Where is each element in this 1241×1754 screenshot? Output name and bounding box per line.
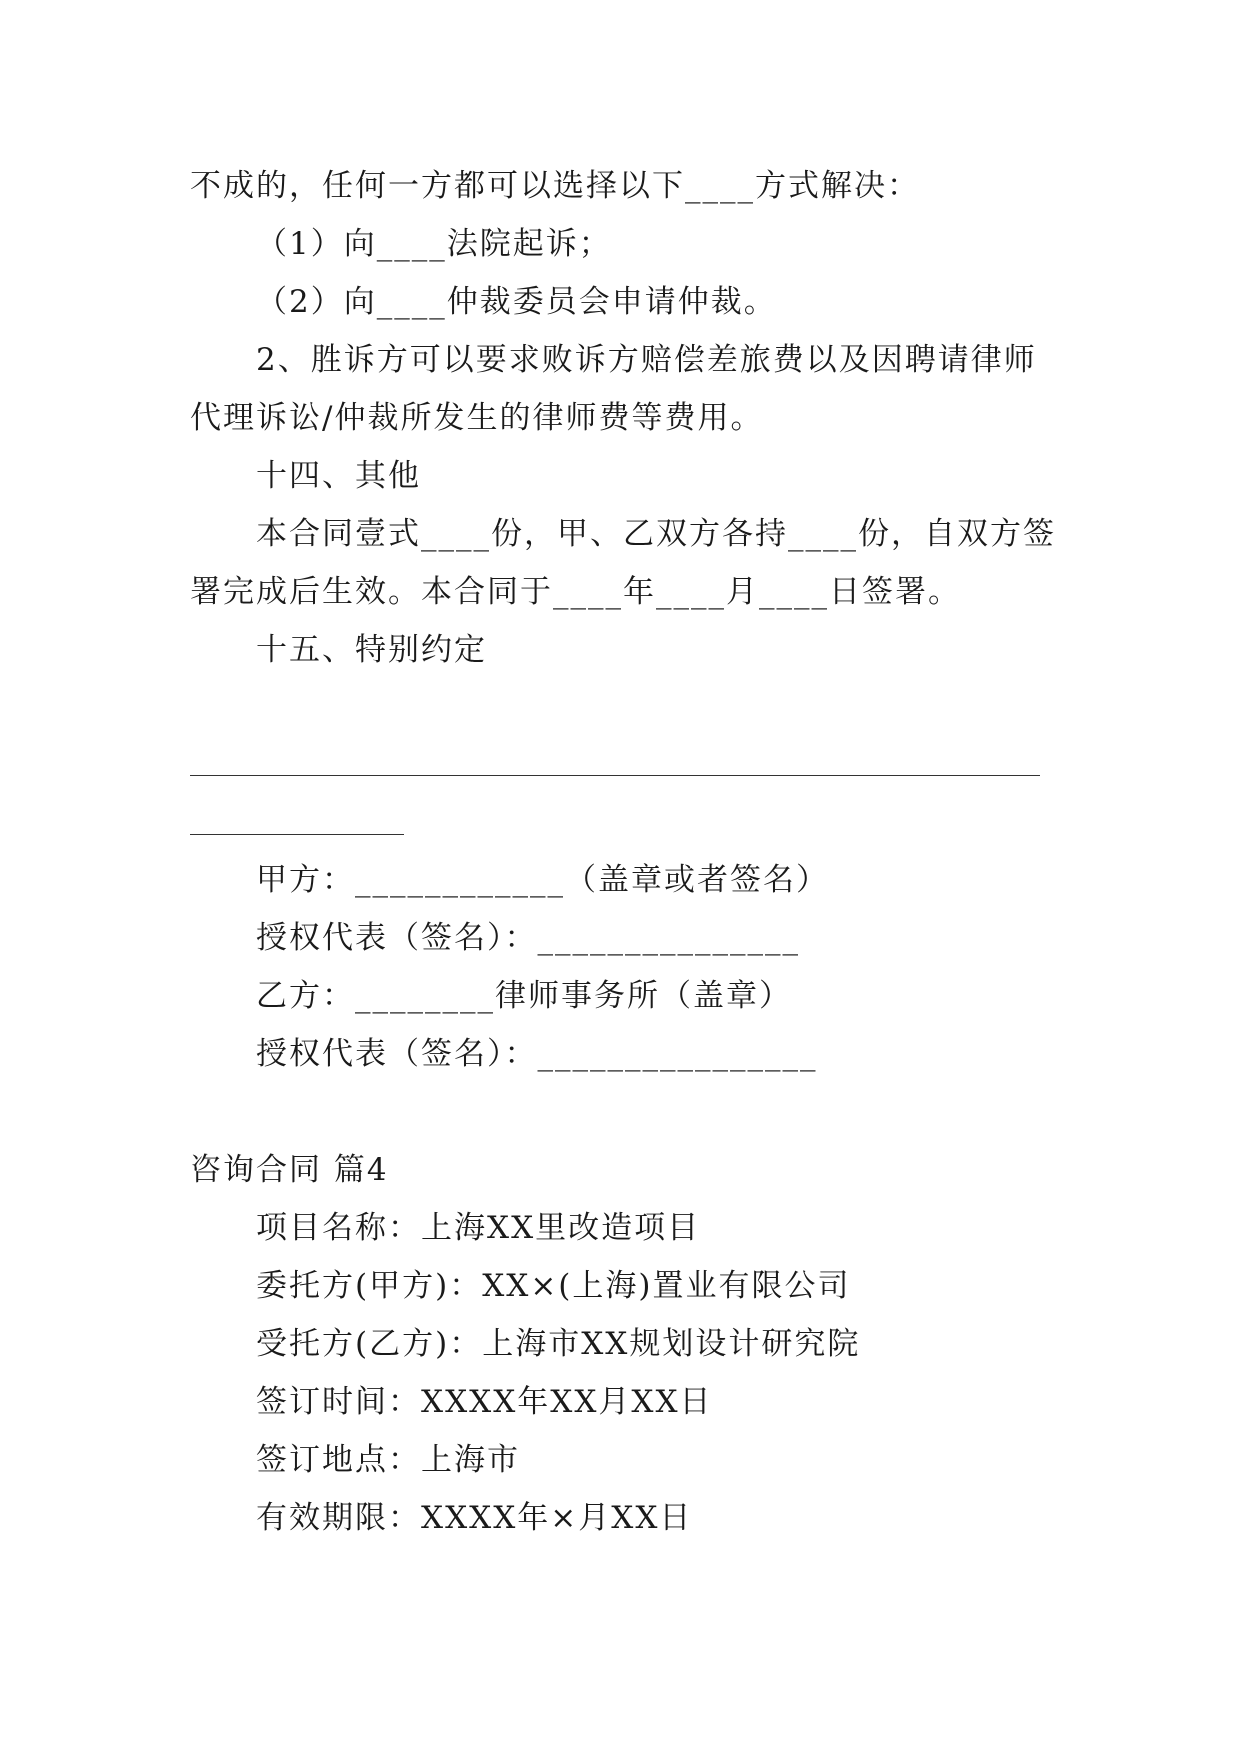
section-heading-other: 十四、其他 [256,458,421,494]
option-arbitration: （2）向____仲裁委员会申请仲裁。 [256,284,777,320]
client-party: 委托方(甲方)：XX×(上海)置业有限公司 [256,1268,851,1304]
contractor-party: 受托方(乙方)：上海市XX规划设计研究院 [256,1326,861,1362]
sign-time: 签订时间：XXXX年XX月XX日 [256,1384,713,1420]
clause-2-line-2: 代理诉讼/仲裁所发生的律师费等费用。 [190,400,764,436]
section-title: 咨询合同 篇4 [190,1152,389,1188]
party-a-signature: 甲方：____________（盖章或者签名） [256,862,829,898]
validity-period: 有效期限：XXXX年×月XX日 [256,1500,693,1536]
blank-line-long [190,775,1040,776]
paragraph-line: 不成的，任何一方都可以选择以下____方式解决： [190,168,920,204]
party-b-signature: 乙方：________律师事务所（盖章） [256,978,792,1014]
copies-line-1: 本合同壹式____份，甲、乙双方各持____份，自双方签 [256,516,1056,552]
copies-line-2: 署完成后生效。本合同于____年____月____日签署。 [190,574,961,610]
section-heading-special: 十五、特别约定 [256,632,487,668]
party-b-representative: 授权代表（签名）：________________ [256,1036,818,1072]
blank-line-short [190,834,404,835]
project-name: 项目名称：上海XX里改造项目 [256,1210,701,1246]
clause-2-line-1: 2、胜诉方可以要求败诉方赔偿差旅费以及因聘请律师 [256,342,1037,378]
sign-place: 签订地点：上海市 [256,1442,520,1478]
option-court: （1）向____法院起诉； [256,226,612,262]
party-a-representative: 授权代表（签名）：_______________ [256,920,800,956]
